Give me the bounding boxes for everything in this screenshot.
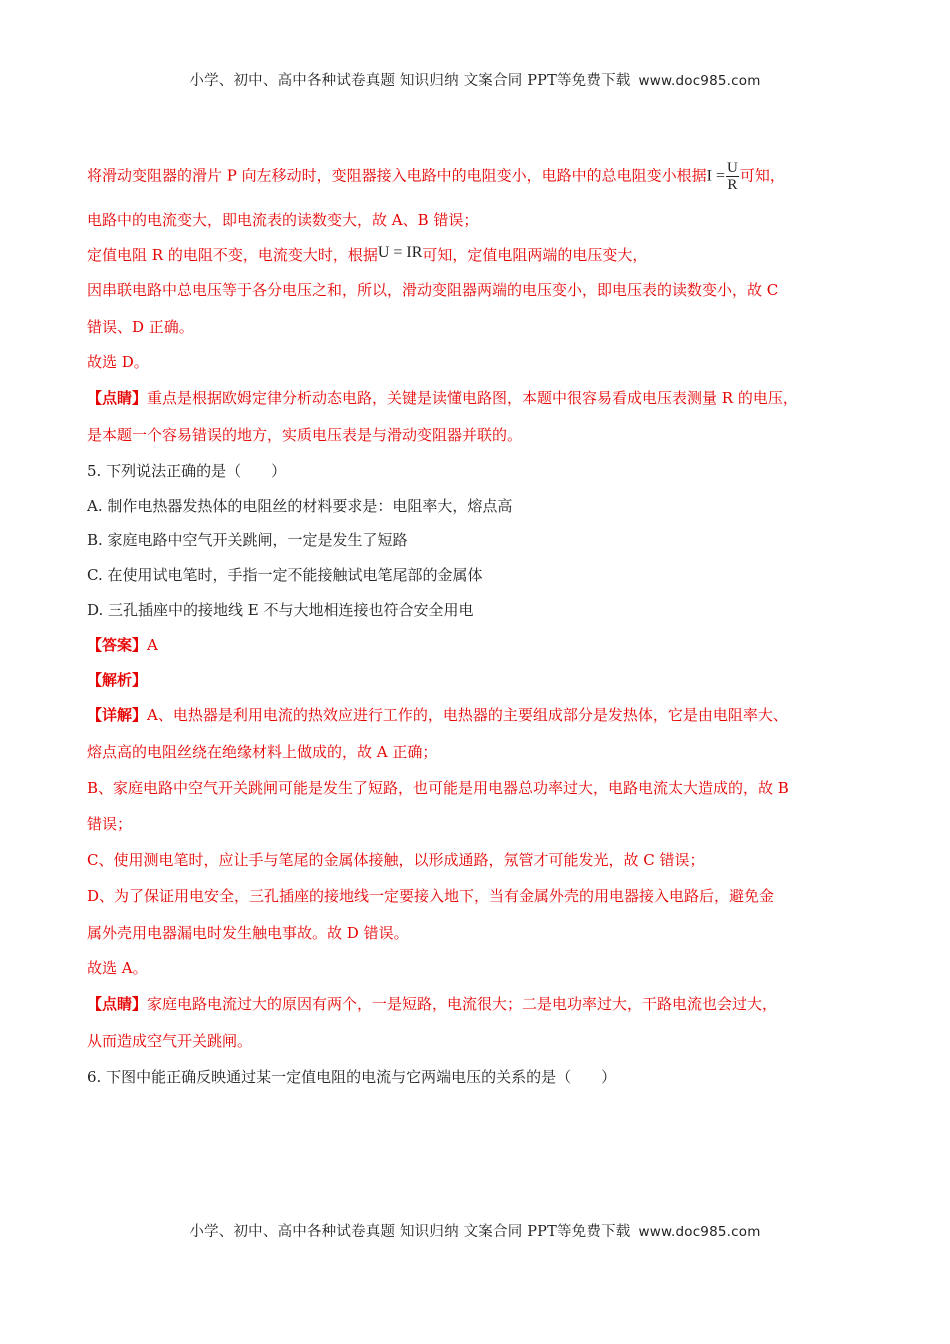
- footer-url: www.doc985.com: [638, 1224, 761, 1240]
- explanation-line: 因串联电路中总电压等于各分电压之和，所以，滑动变阻器两端的电压变小，即电压表的读数变小，故 C: [87, 281, 779, 299]
- answer-line: [87, 636, 158, 654]
- text: 重点是根据欧姆定律分析动态电路，关键是读懂电路图，本题中很容易看成电压表测量 R 的电压，: [147, 389, 798, 407]
- text: 家庭电路电流过大的原因有两个，一是短路，电流很大；二是电功率过大，干路电流也会过大，: [147, 995, 778, 1013]
- text: 将滑动变阻器的滑片 P 向左移动时，变阻器接入电路中的电阻变小，电路中的总电阻变小根据: [87, 166, 707, 185]
- note-line: 从而造成空气开关跳闸。: [87, 1032, 253, 1050]
- detail-line: 熔点高的电阻丝绕在绝缘材料上做成的，故 A 正确；: [87, 743, 438, 761]
- detail-line: C、使用测电笔时，应让手与笔尾的金属体接触，以形成通路，氖管才可能发光，故 C 错误；: [87, 851, 705, 869]
- note-line: 是本题一个容易错误的地方，实质电压表是与滑动变阻器并联的。: [87, 426, 523, 444]
- option-b: B. 家庭电路中空气开关跳闸，一定是发生了短路: [87, 531, 408, 549]
- text: 可知，定值电阻两端的电压变大，: [422, 246, 648, 264]
- option-d: D. 三孔插座中的接地线 E 不与大地相连接也符合安全用电: [87, 601, 474, 619]
- note-line: [87, 995, 777, 1013]
- text: 定值电阻 R 的电阻不变，电流变大时，根据: [87, 246, 378, 264]
- text: 可知，: [739, 166, 785, 185]
- detail-tag: 【详解】: [87, 706, 148, 724]
- answer-value: A: [147, 636, 158, 654]
- explanation-line: 故选 D。: [87, 353, 149, 371]
- page-footer: [0, 1220, 950, 1241]
- detail-line: D、为了保证用电安全，三孔插座的接地线一定要接入地下，当有金属外壳的用电器接入电路后，避免金: [87, 887, 775, 905]
- fraction: [726, 160, 739, 193]
- numerator: U: [727, 160, 738, 176]
- page-header: [0, 69, 950, 90]
- detail-line: 属外壳用电器漏电时发生触电事故。故 D 错误。: [87, 924, 409, 942]
- question-5-stem: 5. 下列说法正确的是（ ）: [87, 462, 287, 480]
- answer-tag: 【答案】: [87, 636, 148, 654]
- detail-line: 错误；: [87, 815, 133, 833]
- formula: U = IR: [377, 244, 423, 261]
- option-a: A. 制作电热器发热体的电阻丝的材料要求是：电阻率大，熔点高: [87, 497, 513, 515]
- formula-lhs: I =: [706, 167, 725, 185]
- explanation-line: [87, 160, 785, 193]
- explanation-line: [87, 246, 647, 265]
- choose-line: 故选 A。: [87, 959, 148, 977]
- text: A、电热器是利用电流的热效应进行工作的，电热器的主要组成部分是发热体，它是由电阻率大、: [147, 706, 788, 724]
- detail-line: B、家庭电路中空气开关跳闸可能是发生了短路，也可能是用电器总功率过大，电路电流太大造成的，故 B: [87, 779, 789, 797]
- note-tag: 【点睛】: [87, 389, 148, 407]
- option-c: C. 在使用试电笔时，手指一定不能接触试电笔尾部的金属体: [87, 566, 483, 584]
- header-url: www.doc985.com: [638, 73, 761, 89]
- footer-text: 小学、初中、高中各种试卷真题 知识归纳 文案合同 PPT等免费下载: [189, 1224, 631, 1240]
- header-text: 小学、初中、高中各种试卷真题 知识归纳 文案合同 PPT等免费下载: [189, 73, 631, 89]
- note-line: [87, 389, 798, 407]
- detail-line: [87, 706, 788, 724]
- explanation-line: 电路中的电流变大，即电流表的读数变大，故 A、B 错误；: [87, 211, 479, 229]
- analysis-tag: 【解析】: [87, 671, 148, 689]
- explanation-line: 错误、D 正确。: [87, 318, 194, 336]
- denominator: R: [727, 177, 738, 193]
- note-tag: 【点睛】: [87, 995, 148, 1013]
- question-6-stem: 6. 下图中能正确反映通过某一定值电阻的电流与它两端电压的关系的是（ ）: [87, 1068, 617, 1086]
